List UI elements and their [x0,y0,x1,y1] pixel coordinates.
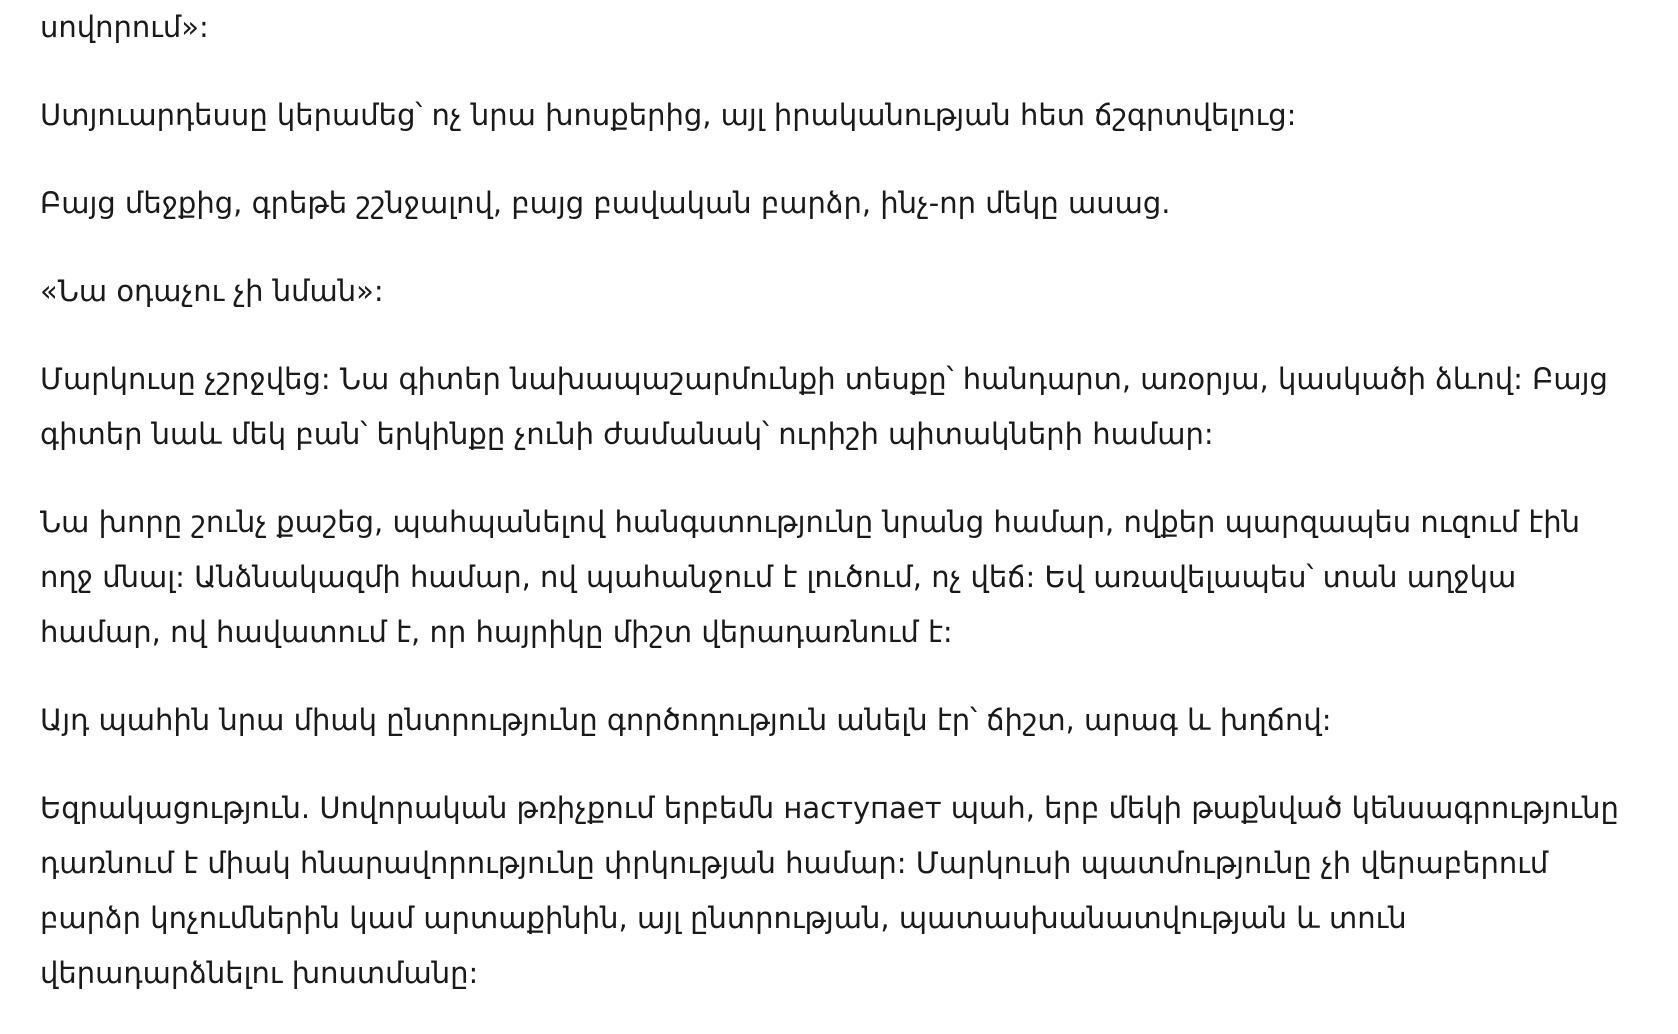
paragraph-8: Եզրակացություն. Սովորական թռիչքում երբեմն наступает պահ, երբ մեկի թաքնված կենսագրությունը դառնում է միակ հնարավորությունը փրկության համար: Մարկուսի պատմությունը չի վերաբերում բարձր կոչումներին կամ արտաքինին, այլ ընտրության, պատասխանատվության և տուն վերադարձնելու խոստմանը: [40,791,1619,990]
paragraph-2: Ստյուարդեսսը կերամեց՝ ոչ նրա խոսքերից, այլ իրականության հետ ճշգրտվելուց: [40,98,1297,132]
document-body [40,0,1640,1034]
paragraph-4: «Նա օդաչու չի նման»: [40,274,384,308]
paragraph-1: սովորում»: [40,10,209,44]
paragraph-7: Այդ պահին նրա միակ ընտրությունը գործողություն անելն էր՝ ճիշտ, արագ և խղճով: [40,703,1332,737]
paragraph-6: Նա խորը շունչ քաշեց, պահպանելով հանգստությունը նրանց համար, ովքեր պարզապես ուզում էին ողջ մնալ: Անձնակազմի համար, ով պահանջում է լուծում, ոչ վեճ: Եվ առավելապես՝ տան աղջկա համար, ով հավատում է, որ հայրիկը միշտ վերադառնում է: [40,505,1581,649]
paragraph-5: Մարկուսը չշրջվեց: Նա գիտեր նախապաշարմունքի տեսքը՝ հանդարտ, առօրյա, կասկածի ձևով: Բայց գիտեր նաև մեկ բան՝ երկինքը չունի ժամանակ՝ ուրիշի պիտակների համար: [40,362,1608,451]
paragraph-3: Բայց մեջքից, գրեթե շշնջալով, բայց բավական բարձր, ինչ-որ մեկը ասաց. [40,186,1171,220]
